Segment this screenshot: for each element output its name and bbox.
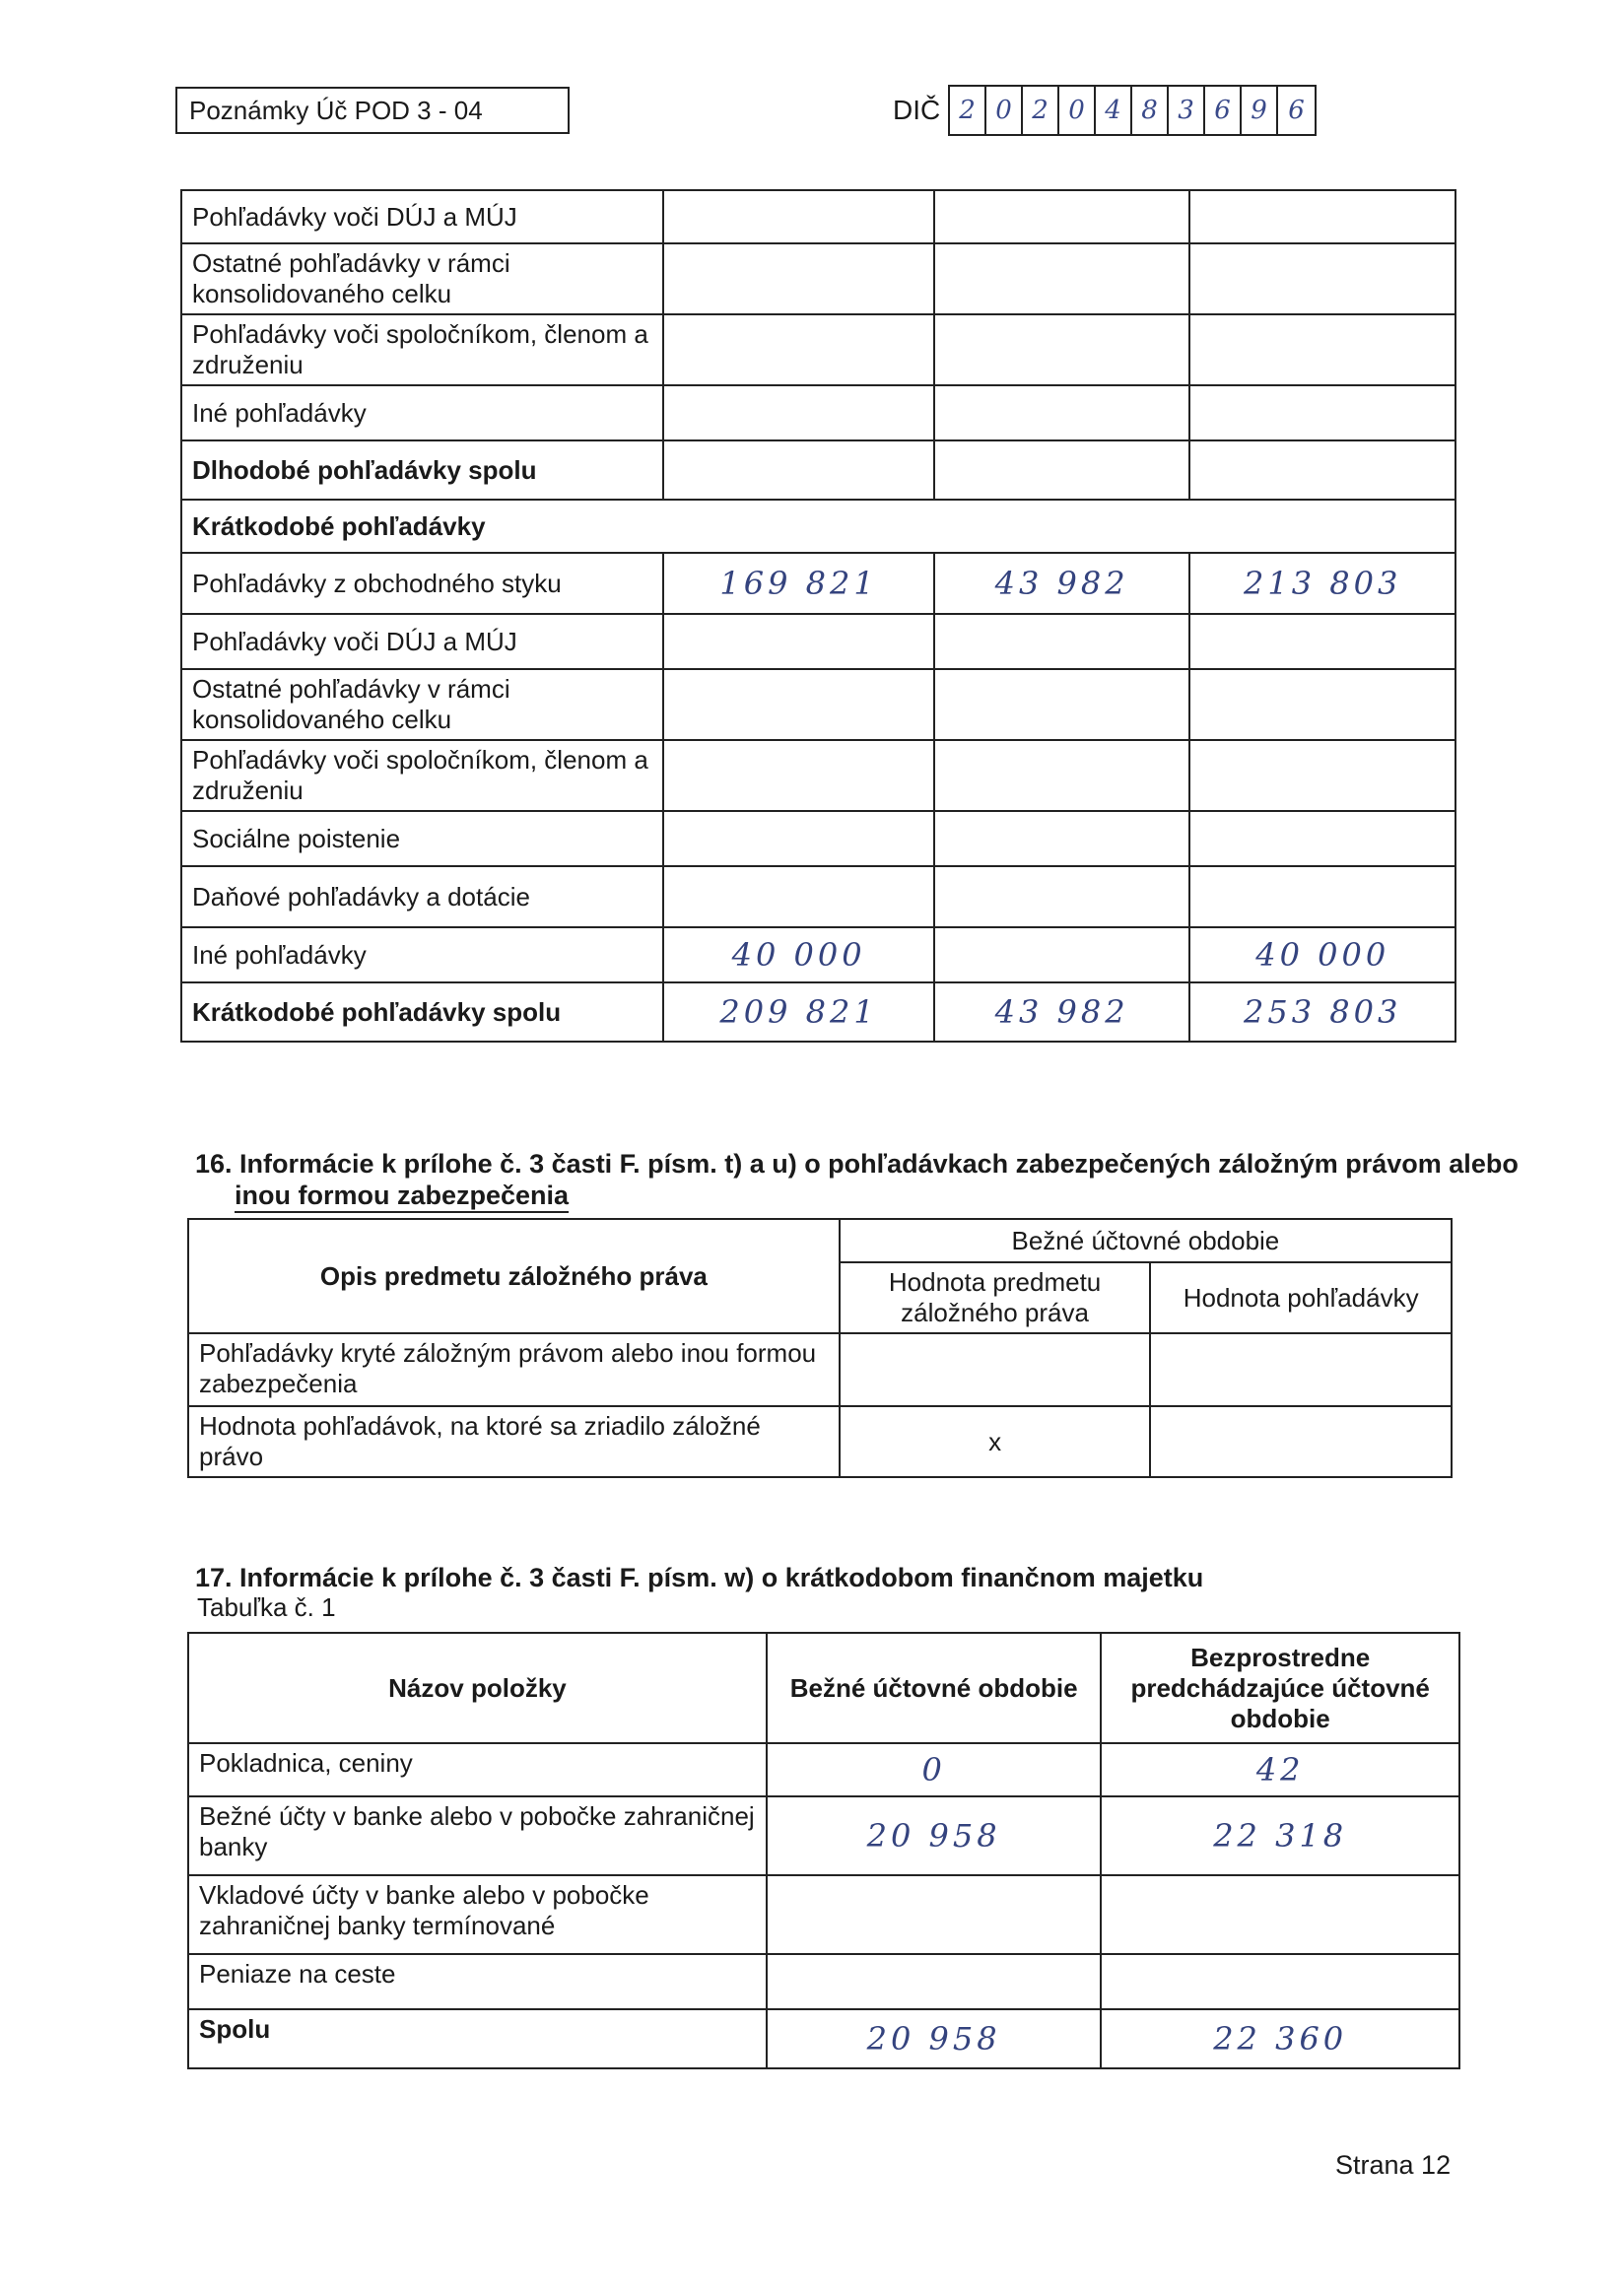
cell-value: 22 318 bbox=[1101, 1796, 1459, 1875]
cell-value bbox=[1189, 866, 1455, 927]
cell-value: 209 821 bbox=[663, 982, 934, 1042]
cell-value bbox=[1150, 1333, 1452, 1406]
cell-value: 20 958 bbox=[767, 2009, 1101, 2068]
row-label: Pohľadávky voči DÚJ a MÚJ bbox=[181, 614, 663, 669]
col-header-receivable-value: Hodnota pohľadávky bbox=[1150, 1262, 1452, 1333]
cell-value: 22 360 bbox=[1101, 2009, 1459, 2068]
cell-value bbox=[934, 614, 1190, 669]
row-label: Pohľadávky voči spoločníkom, členom a združeniu bbox=[181, 740, 663, 811]
cell-value bbox=[840, 1333, 1151, 1406]
cell-value: 169 821 bbox=[663, 553, 934, 614]
cell-value: x bbox=[840, 1406, 1151, 1477]
col-header-current-period: Bežné účtovné obdobie bbox=[840, 1219, 1452, 1262]
financial-assets-table bbox=[187, 1632, 1460, 2069]
row-label: Krátkodobé pohľadávky spolu bbox=[181, 982, 663, 1042]
row-label: Iné pohľadávky bbox=[181, 927, 663, 982]
cell-value bbox=[934, 243, 1190, 314]
dic-digit: 6 bbox=[1288, 96, 1305, 125]
table-row bbox=[181, 440, 1455, 500]
dic-digit: 4 bbox=[1096, 87, 1132, 134]
cell-value: 0 bbox=[767, 1743, 1101, 1796]
row-label: Vkladové účty v banke alebo v pobočke zahraničnej banky termínované bbox=[188, 1875, 767, 1954]
table-row bbox=[181, 982, 1455, 1042]
cell-value bbox=[1189, 811, 1455, 866]
row-label: Pokladnica, ceniny bbox=[188, 1743, 767, 1796]
cell-value bbox=[1189, 243, 1455, 314]
table-row bbox=[181, 740, 1455, 811]
dic-digit: 0 bbox=[986, 87, 1023, 134]
cell-value bbox=[934, 314, 1190, 385]
table-row bbox=[181, 500, 1455, 553]
cell-value: 43 982 bbox=[934, 982, 1190, 1042]
cell-value bbox=[663, 440, 934, 500]
section-17-title: 17. Informácie k prílohe č. 3 časti F. písm. w) o krátkodobom finančnom majetku bbox=[195, 1563, 1204, 1592]
table-row bbox=[181, 190, 1455, 243]
table-row bbox=[188, 1875, 1459, 1954]
table-row bbox=[181, 614, 1455, 669]
table-row bbox=[188, 1954, 1459, 2009]
row-label: Bežné účty v banke alebo v pobočke zahraničnej banky bbox=[188, 1796, 767, 1875]
cell-value bbox=[1189, 614, 1455, 669]
cell-value bbox=[934, 669, 1190, 740]
col-header-item-name: Názov položky bbox=[188, 1633, 767, 1743]
table-row bbox=[181, 927, 1455, 982]
table-row bbox=[181, 669, 1455, 740]
cell-value bbox=[663, 866, 934, 927]
dic-digit: 0 bbox=[1059, 87, 1096, 134]
cell-value bbox=[663, 811, 934, 866]
section-16-title-cont: inou formou zabezpečenia bbox=[235, 1181, 569, 1213]
cell-value: 43 982 bbox=[934, 553, 1190, 614]
dic-digit: 9 bbox=[1242, 87, 1278, 134]
table-row bbox=[188, 2009, 1459, 2068]
cell-value bbox=[663, 740, 934, 811]
cell-value bbox=[934, 190, 1190, 243]
cell-value: 42 bbox=[1101, 1743, 1459, 1796]
col-header-description: Opis predmetu záložného práva bbox=[188, 1219, 840, 1333]
cell-value bbox=[663, 669, 934, 740]
col-header-current-period: Bežné účtovné obdobie bbox=[767, 1633, 1101, 1743]
table-row bbox=[181, 314, 1455, 385]
row-label: Pohľadávky kryté záložným právom alebo inou formou zabezpečenia bbox=[188, 1333, 840, 1406]
table-row bbox=[181, 385, 1455, 440]
cell-value bbox=[1189, 740, 1455, 811]
collateral-table bbox=[187, 1218, 1453, 1478]
cell-value bbox=[1189, 440, 1455, 500]
cell-value bbox=[663, 243, 934, 314]
row-label: Ostatné pohľadávky v rámci konsolidovaného celku bbox=[181, 243, 663, 314]
cell-value bbox=[934, 927, 1190, 982]
dic-digit: 3 bbox=[1169, 87, 1205, 134]
cell-value bbox=[1189, 385, 1455, 440]
cell-value bbox=[663, 190, 934, 243]
row-label: Ostatné pohľadávky v rámci konsolidovaného celku bbox=[181, 669, 663, 740]
cell-value bbox=[663, 614, 934, 669]
cell-value bbox=[934, 866, 1190, 927]
cell-value bbox=[1189, 669, 1455, 740]
cell-value bbox=[1101, 1875, 1459, 1954]
cell-value bbox=[1101, 1954, 1459, 2009]
cell-value: 213 803 bbox=[1189, 553, 1455, 614]
row-label: Sociálne poistenie bbox=[181, 811, 663, 866]
row-label: Hodnota pohľadávok, na ktoré sa zriadilo záložné právo bbox=[188, 1406, 840, 1477]
row-label: Peniaze na ceste bbox=[188, 1954, 767, 2009]
table-row bbox=[188, 1743, 1459, 1796]
table-row bbox=[181, 811, 1455, 866]
cell-value bbox=[767, 1875, 1101, 1954]
row-label: Krátkodobé pohľadávky bbox=[181, 500, 1455, 553]
row-label: Pohľadávky z obchodného styku bbox=[181, 553, 663, 614]
table-caption: Tabuľka č. 1 bbox=[197, 1592, 336, 1622]
row-label: Daňové pohľadávky a dotácie bbox=[181, 866, 663, 927]
table-row bbox=[188, 1796, 1459, 1875]
form-label: Poznámky Úč POD 3 - 04 bbox=[175, 87, 570, 134]
cell-value: 40 000 bbox=[1189, 927, 1455, 982]
cell-value bbox=[1150, 1406, 1452, 1477]
col-header-collateral-value: Hodnota predmetu záložného práva bbox=[840, 1262, 1151, 1333]
row-label: Iné pohľadávky bbox=[181, 385, 663, 440]
row-label: Dlhodobé pohľadávky spolu bbox=[181, 440, 663, 500]
col-header-previous-period: Bezprostredne predchádzajúce účtovné obdobie bbox=[1101, 1633, 1459, 1743]
cell-value bbox=[1189, 190, 1455, 243]
row-label: Pohľadávky voči spoločníkom, členom a združeniu bbox=[181, 314, 663, 385]
section-16-title: 16. Informácie k prílohe č. 3 časti F. písm. t) a u) o pohľadávkach zabezpečených záložným právom alebo bbox=[195, 1149, 1519, 1179]
cell-value: 40 000 bbox=[663, 927, 934, 982]
table-row bbox=[181, 243, 1455, 314]
receivables-table bbox=[180, 189, 1456, 1043]
cell-value: 253 803 bbox=[1189, 982, 1455, 1042]
cell-value bbox=[767, 1954, 1101, 2009]
dic-label: DIČ bbox=[893, 95, 941, 125]
cell-value bbox=[1189, 314, 1455, 385]
row-label: Pohľadávky voči DÚJ a MÚJ bbox=[181, 190, 663, 243]
cell-value: 20 958 bbox=[767, 1796, 1101, 1875]
cell-value bbox=[663, 385, 934, 440]
cell-value bbox=[934, 385, 1190, 440]
cell-value bbox=[934, 740, 1190, 811]
dic-digit: 2 bbox=[1023, 87, 1059, 134]
page-number: Strana 12 bbox=[1335, 2150, 1452, 2180]
table-row bbox=[181, 553, 1455, 614]
row-label: Spolu bbox=[188, 2009, 767, 2068]
cell-value bbox=[663, 314, 934, 385]
dic-digit: 2 bbox=[950, 87, 986, 134]
cell-value bbox=[934, 440, 1190, 500]
dic-digit: 6 bbox=[1205, 87, 1242, 134]
table-row bbox=[181, 866, 1455, 927]
dic-digit: 8 bbox=[1132, 87, 1169, 134]
dic-number-boxes bbox=[948, 85, 1317, 136]
cell-value bbox=[934, 811, 1190, 866]
